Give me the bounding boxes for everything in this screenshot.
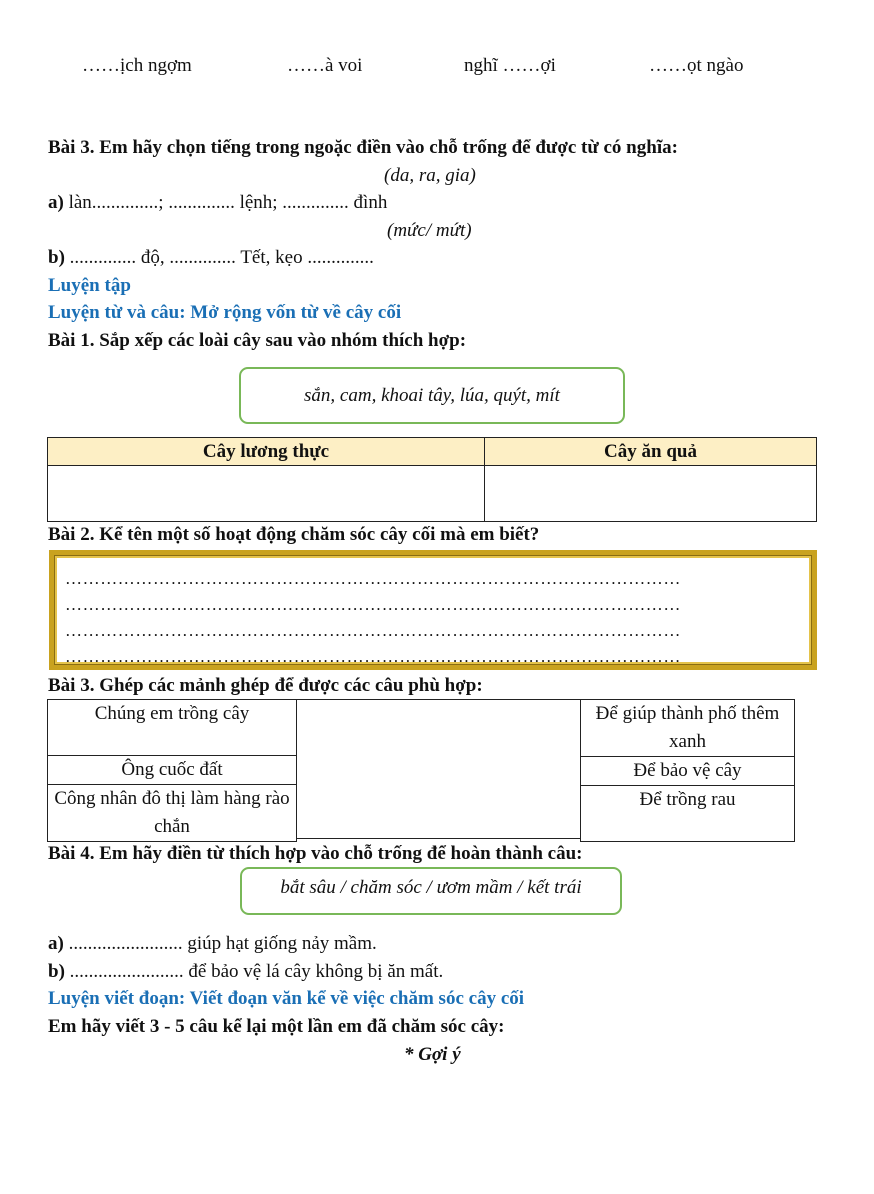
bai1-table — [47, 437, 817, 522]
top-word-4: ……ọt ngào — [649, 55, 744, 76]
bai3-line-b — [48, 246, 374, 270]
match-left-table — [47, 699, 297, 842]
lvd-prompt: Em hãy viết 3 - 5 câu kể lại một lần em đã chăm sóc cây: — [48, 1016, 505, 1037]
match-bottom-border — [296, 838, 580, 839]
bai3-title: Bài 3. Em hãy chọn tiếng trong ngoặc điền vào chỗ trống để được từ có nghĩa: — [48, 137, 678, 158]
match-left-2[interactable]: Ông cuốc đất — [48, 756, 297, 785]
bai1-words: sắn, cam, khoai tây, lúa, quýt, mít — [304, 384, 560, 406]
answer-cell-luong-thuc[interactable] — [48, 466, 485, 522]
answer-line-2[interactable]: …………………………………………………………………………………………… — [65, 595, 681, 614]
lvd-heading: Luyện viết đoạn: Viết đoạn văn kể về việc chăm sóc cây cối — [48, 988, 525, 1009]
bai3-a-label: a) — [48, 192, 64, 213]
bai1-word-box — [239, 367, 625, 424]
answer-line-1[interactable]: …………………………………………………………………………………………… — [65, 569, 681, 588]
bai4-a-label: a) — [48, 933, 64, 954]
bai4-b-label: b) — [48, 961, 65, 982]
top-word-3: nghĩ ……ợi — [464, 55, 556, 76]
bai4-title: Bài 4. Em hãy điền từ thích hợp vào chỗ trống để hoàn thành câu: — [48, 843, 583, 864]
match-right-1[interactable]: Để giúp thành phố thêm xanh — [581, 700, 795, 757]
ltvc-heading: Luyện từ và câu: Mở rộng vốn từ về cây cối — [48, 302, 402, 323]
goi-y-label: * Gợi ý — [404, 1044, 461, 1065]
bai2-answer-frame — [49, 550, 817, 670]
bai4-a-text: ........................ giúp hạt giống nảy mầm. — [63, 933, 377, 954]
match-top-border — [296, 699, 580, 700]
answer-line-4[interactable]: …………………………………………………………………………………………… — [65, 647, 681, 664]
bai3b-title: Bài 3. Ghép các mảnh ghép để được các câu phù hợp: — [48, 675, 483, 696]
bai3-b-text: .............. độ, .............. Tết, kẹo .............. — [64, 247, 374, 268]
match-left-1[interactable]: Chúng em trồng cây — [48, 700, 297, 756]
top-word-2: ……à voi — [287, 55, 363, 76]
bai4-line-a — [48, 932, 377, 956]
top-word-1: ……ịch ngợm — [82, 55, 192, 76]
bai4-words: bắt sâu / chăm sóc / ươm mầm / kết trái — [280, 877, 582, 898]
bai2-title: Bài 2. Kể tên một số hoạt động chăm sóc cây cối mà em biết? — [48, 524, 540, 545]
bai4-word-box — [240, 867, 622, 915]
bai3-line-a — [48, 191, 387, 215]
match-right-2[interactable]: Để bảo vệ cây — [581, 757, 795, 786]
bai3-hint-a: (da, ra, gia) — [384, 165, 476, 186]
bai1-title: Bài 1. Sắp xếp các loài cây sau vào nhóm thích hợp: — [48, 330, 467, 351]
table-header-luong-thuc: Cây lương thực — [48, 438, 485, 466]
bai3-hint-b: (mức/ mứt) — [387, 220, 472, 241]
bai3-b-label: b) — [48, 247, 65, 268]
luyen-tap-heading: Luyện tập — [48, 275, 131, 296]
match-right-table — [580, 699, 795, 842]
match-right-3[interactable]: Để trồng rau — [581, 786, 795, 842]
table-header-an-qua: Cây ăn quả — [485, 438, 817, 466]
answer-cell-an-qua[interactable] — [485, 466, 817, 522]
bai3-a-text: làn..............; .............. lệnh; .............. đình — [63, 192, 388, 213]
answer-line-3[interactable]: …………………………………………………………………………………………… — [65, 621, 681, 640]
match-left-3[interactable]: Công nhân đô thị làm hàng rào chắn — [48, 785, 297, 842]
bai4-line-b — [48, 960, 443, 984]
bai4-b-text: ........................ để bảo vệ lá cây không bị ăn mất. — [64, 961, 444, 982]
